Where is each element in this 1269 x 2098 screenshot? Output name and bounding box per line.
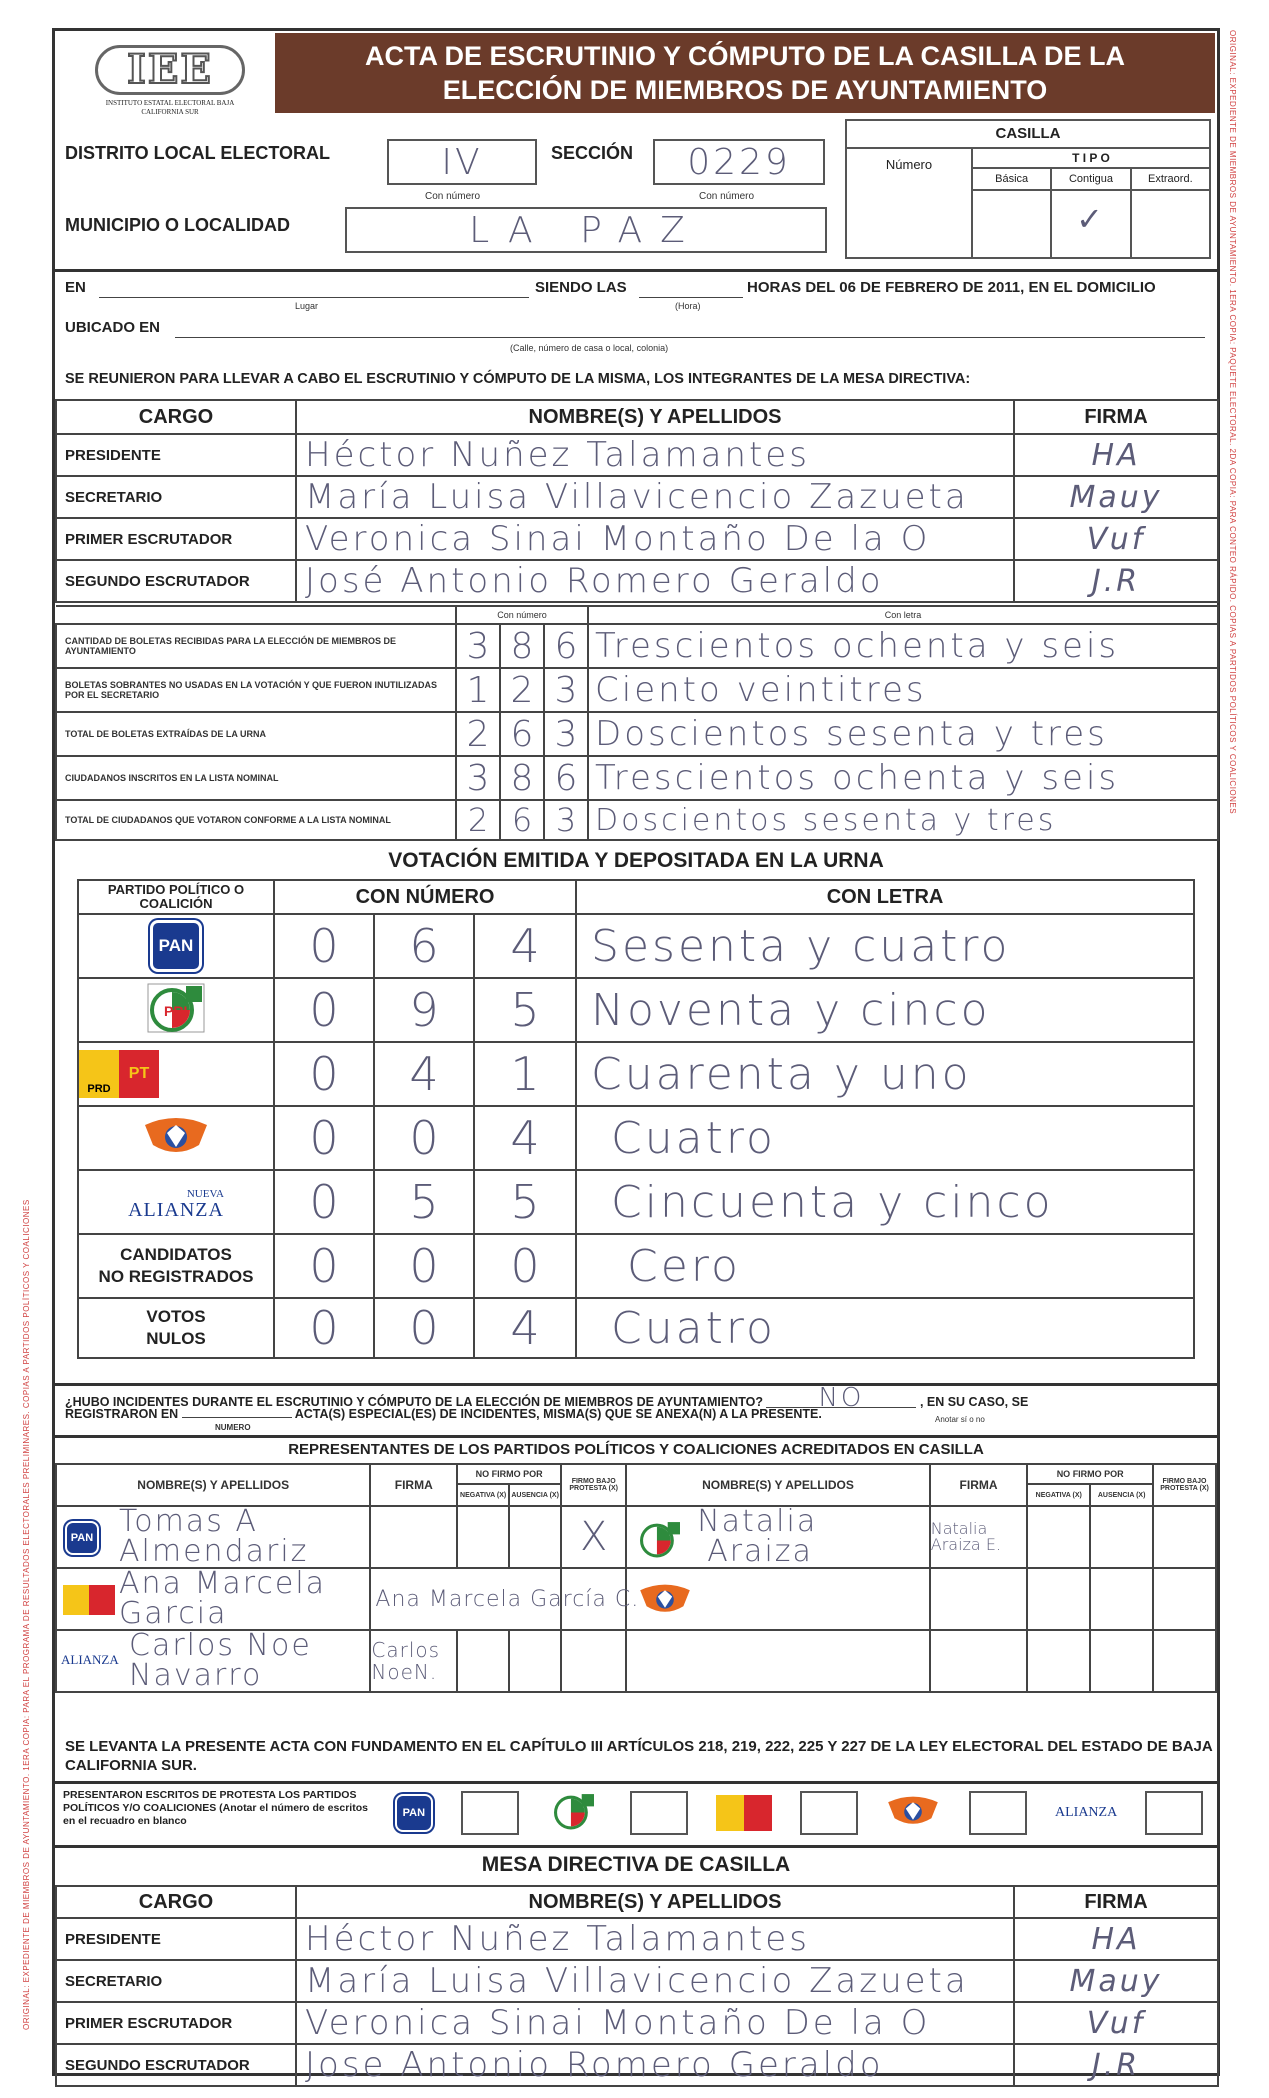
boletas-digit[interactable]: 3 (456, 756, 500, 800)
party-cell-nueva-alianza (78, 1170, 274, 1234)
mesa-bottom-title: MESA DIRECTIVA DE CASILLA (481, 1853, 791, 1876)
boletas-letra[interactable]: Trescientos ochenta y seis (588, 624, 1218, 668)
rep-left-ausencia-cell[interactable] (509, 1506, 561, 1568)
intro-en: EN (65, 279, 86, 296)
mesa-directiva-top (55, 399, 1217, 603)
vote-letra[interactable]: Cuatro (576, 1106, 1194, 1170)
rep-right-negativa-cell[interactable] (1027, 1568, 1090, 1630)
boletas-label: BOLETAS SOBRANTES NO USADAS EN LA VOTACIÓN Y QUE FUERON INUTILIZADAS POR EL SECRETARIO (56, 668, 456, 712)
mesa-top-cargo: SEGUNDO ESCRUTADOR (56, 560, 296, 602)
votacion-letra-header: CON LETRA (576, 880, 1194, 914)
mesa-top-firma[interactable]: HA (1014, 434, 1218, 476)
title-line-1: ACTA DE ESCRUTINIO Y CÓMPUTO DE LA CASILLA DE LA (364, 41, 1126, 71)
nulos-line-1: VOTOS (146, 1307, 206, 1326)
rep-left-negativa-cell[interactable] (457, 1630, 509, 1692)
ubicado-en: UBICADO EN (65, 319, 161, 336)
domicilio-line[interactable] (175, 337, 1205, 338)
mesa-bottom-nombre[interactable]: María Luisa Villavicencio Zazueta (296, 1960, 1014, 2002)
vote-digit[interactable]: 0 (274, 1106, 374, 1170)
party-cell-convergencia (78, 1106, 274, 1170)
incidentes-tail: , EN SU CASO, SE (919, 1395, 1029, 1409)
municipio-label: MUNICIPIO O LOCALIDAD (65, 215, 290, 235)
pan-logo-icon: PAN (65, 1521, 99, 1555)
acta-sheet (52, 28, 1220, 2085)
rep-right-ausencia: AUSENCIA (X) (1090, 1484, 1153, 1506)
lugar-line[interactable] (99, 297, 529, 298)
prd-pt-logo-icon (63, 1585, 115, 1615)
pri-label: PRI (164, 1002, 188, 1019)
vote-digit[interactable]: 0 (374, 1234, 474, 1298)
casilla-label: CASILLA (847, 121, 1209, 149)
mesa-bottom-cargo: SEGUNDO ESCRUTADOR (56, 2044, 296, 2086)
mesa-top-cargo: PRESIDENTE (56, 434, 296, 476)
mesa-bottom-firma[interactable]: Mauy (1014, 1960, 1218, 2002)
incidentes-question (65, 1383, 1029, 1413)
boletas-label: TOTAL DE BOLETAS EXTRAÍDAS DE LA URNA (56, 712, 456, 756)
tipo-label: T I P O (973, 149, 1209, 169)
escritos-boxes (381, 1783, 1217, 1843)
anotar-hint: Anotar sí o no (935, 1415, 985, 1424)
candidatos-no-registrados-label (78, 1234, 274, 1298)
prd-pt-logo-icon (716, 1795, 772, 1831)
escritos-pri-box[interactable] (630, 1791, 688, 1835)
mesa-bottom-nombre[interactable]: Veronica Sinai Montaño De la O (296, 2002, 1014, 2044)
reunieron-text: SE REUNIERON PARA LLEVAR A CABO EL ESCRUTINIO Y CÓMPUTO DE LA MISMA, LOS INTEGRANTES DE LA MESA DIRECTIVA: (65, 371, 971, 387)
vote-digit[interactable]: 9 (374, 978, 474, 1042)
mesa-top-firma[interactable]: Vuf (1014, 518, 1218, 560)
pan-logo-icon: PAN (395, 1794, 433, 1832)
escritos-convergencia-box[interactable] (969, 1791, 1027, 1835)
rep-left-apellido[interactable]: Navarro (129, 1658, 263, 1693)
vote-letra[interactable]: Cuatro (576, 1298, 1194, 1358)
mesa-top-cargo: PRIMER ESCRUTADOR (56, 518, 296, 560)
mesa-top-firma-header: FIRMA (1014, 400, 1218, 434)
rep-right-row (626, 1506, 930, 1568)
representantes-table (55, 1463, 1217, 1693)
votacion-num-header: CON NÚMERO (274, 880, 576, 914)
fundamento-text: SE LEVANTA LA PRESENTE ACTA CON FUNDAMENTO EN EL CAPÍTULO III ARTÍCULOS 218, 219, 222, 225 Y 227 DE LA LEY ELECTORAL DEL ESTADO DE BAJA CALIFORNIA SUR. (65, 1738, 1213, 1774)
tipo-basica: Básica (973, 169, 1052, 189)
vote-digit[interactable]: 0 (274, 914, 374, 978)
side-note-right: ORIGINAL: EXPEDIENTE DE MIEMBROS DE AYUNTAMIENTO. 1ERA COPIA: PAQUETE ELECTORAL. 2DA COPIA: PARA CONTEO RÁPIDO. COPIAS A PARTIDOS POLÍTICOS Y COALICIONES (1228, 30, 1237, 815)
check-basica[interactable] (973, 191, 1052, 257)
rep-right-apellido[interactable]: Araiza (707, 1534, 813, 1569)
iee-logo (95, 45, 275, 125)
mesa-top-cargo: SECRETARIO (56, 476, 296, 518)
rep-right-row (626, 1630, 930, 1692)
rep-left-ausencia-cell[interactable] (509, 1630, 561, 1692)
pri-logo-icon (635, 1519, 685, 1564)
hora-hint: (Hora) (675, 301, 701, 311)
boletas-letra[interactable]: Doscientos sesenta y tres (588, 712, 1218, 756)
boletas-digit[interactable]: 2 (456, 712, 500, 756)
rep-right-firma-cell[interactable] (930, 1630, 1028, 1692)
rep-left-apellido[interactable]: Almendariz (119, 1534, 309, 1569)
boletas-digit[interactable]: 6 (500, 800, 544, 840)
rep-right-ausencia-cell[interactable] (1090, 1506, 1153, 1568)
boletas-digit[interactable]: 1 (456, 668, 500, 712)
boletas-digit[interactable]: 8 (500, 624, 544, 668)
title-line-2: ELECCIÓN DE MIEMBROS DE AYUNTAMIENTO (442, 75, 1048, 105)
vote-letra[interactable]: Sesenta y cuatro (576, 914, 1194, 978)
rep-left-protesta-header: FIRMO BAJO PROTESTA (X) (561, 1464, 626, 1506)
votacion-title: VOTACIÓN EMITIDA Y DEPOSITADA EN LA URNA (388, 849, 884, 872)
rep-left-firma[interactable]: Carlos NoeN. (370, 1630, 457, 1692)
rep-left-nofirmo: NO FIRMO POR (457, 1464, 561, 1484)
prd-logo-icon: PRD (79, 1050, 119, 1098)
candidatos-line-1: CANDIDATOS (120, 1245, 232, 1264)
rep-left-nombre-header: NOMBRE(S) Y APELLIDOS (56, 1464, 370, 1506)
boletas-letra[interactable]: Doscientos sesenta y tres (588, 800, 1218, 840)
mesa-bottom-firma-header: FIRMA (1014, 1886, 1218, 1918)
rep-right-nofirmo: NO FIRMO POR (1027, 1464, 1153, 1484)
boletas-label: TOTAL DE CIUDADANOS QUE VOTARON CONFORME A LA LISTA NOMINAL (56, 800, 456, 840)
casilla-box (845, 119, 1211, 259)
nulos-line-2: NULOS (146, 1329, 206, 1348)
party-cell-pan (78, 914, 274, 978)
vote-digit[interactable]: 1 (474, 1042, 576, 1106)
rep-left-firma[interactable] (370, 1506, 457, 1568)
boletas-digit[interactable]: 8 (500, 756, 544, 800)
boletas-digit[interactable]: 2 (456, 800, 500, 840)
rep-left-negativa: NEGATIVA (X) (457, 1484, 509, 1506)
rep-left-nombre[interactable]: Carlos Noe (129, 1628, 312, 1663)
domicilio-hint: (Calle, número de casa o local, colonia) (510, 343, 669, 353)
siendo-las: SIENDO LAS (535, 279, 627, 296)
incidentes-acta-text: ACTA(S) ESPECIAL(ES) DE INCIDENTES, MISMA(S) QUE SE ANEXA(N) A LA PRESENTE. (294, 1407, 822, 1421)
boletas-letra-header: Con letra (588, 606, 1218, 624)
seccion-label: SECCIÓN (551, 143, 634, 163)
check-extraord[interactable] (1132, 191, 1209, 257)
mesa-directiva-bottom (55, 1885, 1217, 2087)
pan-logo-icon: PAN (150, 920, 202, 972)
rep-right-firma-cell[interactable] (930, 1568, 1028, 1630)
mesa-bottom-cargo: PRESIDENTE (56, 1918, 296, 1960)
vote-letra[interactable]: Cero (576, 1234, 1194, 1298)
mesa-bottom-firma[interactable]: Vuf (1014, 2002, 1218, 2044)
boletas-digit[interactable]: 3 (544, 668, 588, 712)
mesa-top-nombre-header: NOMBRE(S) Y APELLIDOS (296, 400, 1014, 434)
mesa-bottom-cargo: SECRETARIO (56, 1960, 296, 2002)
mesa-bottom-cargo-header: CARGO (56, 1886, 296, 1918)
mesa-top-nombre[interactable]: José Antonio Romero Geraldo (296, 560, 1014, 602)
convergencia-logo-icon (885, 1791, 941, 1836)
rep-left-negativa-cell[interactable] (457, 1506, 509, 1568)
mesa-top-nombre[interactable]: María Luisa Villavicencio Zazueta (296, 476, 1014, 518)
mesa-top-nombre[interactable]: Héctor Nuñez Talamantes (296, 434, 1014, 476)
escritos-text: PRESENTARON ESCRITOS DE PROTESTA LOS PARTIDOS POLÍTICOS Y/O COALICIONES (Anotar el número de escritos en el recuadro en blanco (63, 1789, 368, 1827)
vote-digit[interactable]: 0 (374, 1298, 474, 1358)
vote-digit[interactable]: 4 (474, 1298, 576, 1358)
vote-digit[interactable]: 0 (274, 1042, 374, 1106)
mesa-bottom-firma[interactable]: HA (1014, 1918, 1218, 1960)
incidentes-numero-field[interactable] (182, 1417, 292, 1418)
title-banner (275, 33, 1215, 113)
tipo-contigua: Contigua (1052, 169, 1131, 189)
rep-left-row (56, 1630, 370, 1692)
vote-digit[interactable]: 5 (474, 978, 576, 1042)
mesa-bottom-nombre[interactable]: Jose Antonio Romero Geraldo (296, 2044, 1014, 2086)
logo-mark: IEE (95, 45, 245, 95)
convergencia-logo-icon (141, 1111, 211, 1161)
incidentes-line-2 (65, 1407, 822, 1421)
prd-pt-logo-icon (79, 1050, 159, 1098)
municipio-field[interactable]: LA PAZ (345, 207, 827, 253)
convergencia-logo-icon (637, 1579, 693, 1624)
distrito-hint: Con número (425, 191, 481, 202)
boletas-digit[interactable]: 3 (544, 800, 588, 840)
boletas-digit[interactable]: 6 (544, 756, 588, 800)
rep-right-negativa-cell[interactable] (1027, 1630, 1090, 1692)
na-line-1: NUEVA (186, 1188, 224, 1200)
incidentes-text: ¿HUBO INCIDENTES DURANTE EL ESCRUTINIO Y CÓMPUTO DE LA ELECCIÓN DE MIEMBROS DE AYUNTAMIENTO? (65, 1395, 763, 1409)
registraron-en: REGISTRARON EN (65, 1407, 179, 1421)
vote-digit[interactable]: 0 (374, 1106, 474, 1170)
partido-header: PARTIDO POLÍTICO O COALICIÓN (78, 880, 274, 914)
mesa-bottom-firma[interactable]: J.R (1014, 2044, 1218, 2086)
rep-right-protesta-header: FIRMO BAJO PROTESTA (X) (1153, 1464, 1216, 1506)
vote-digit[interactable]: 0 (474, 1234, 576, 1298)
seccion-hint: Con número (699, 191, 755, 202)
rep-right-protesta-cell[interactable] (1153, 1568, 1216, 1630)
logo-subtitle: INSTITUTO ESTATAL ELECTORAL BAJA CALIFORNIA SUR (105, 99, 235, 116)
rep-left-protesta[interactable]: X (561, 1506, 626, 1568)
mesa-top-nombre[interactable]: Veronica Sinai Montaño De la O (296, 518, 1014, 560)
rep-right-row (626, 1568, 930, 1630)
boletas-letra[interactable]: Trescientos ochenta y seis (588, 756, 1218, 800)
vote-letra[interactable]: Cuarenta y uno (576, 1042, 1194, 1106)
numero-hint: NUMERO (215, 1423, 251, 1432)
vote-letra[interactable]: Noventa y cinco (576, 978, 1194, 1042)
candidatos-line-2: NO REGISTRADOS (98, 1267, 254, 1286)
boletas-digit[interactable]: 3 (456, 624, 500, 668)
rep-left-ausencia: AUSENCIA (X) (509, 1484, 561, 1506)
boletas-label: CIUDADANOS INSCRITOS EN LA LISTA NOMINAL (56, 756, 456, 800)
seccion-field[interactable]: 0229 (653, 139, 825, 185)
vote-digit[interactable]: 0 (274, 978, 374, 1042)
rep-right-nombre-header: NOMBRE(S) Y APELLIDOS (626, 1464, 930, 1506)
rep-left-row (56, 1568, 370, 1630)
rep-left-firma[interactable]: Ana Marcela García C. (370, 1568, 561, 1630)
vote-digit[interactable]: 0 (274, 1234, 374, 1298)
vote-digit[interactable]: 0 (274, 1170, 374, 1234)
lugar-hint: Lugar (295, 301, 319, 311)
rep-right-protesta-cell[interactable] (1153, 1630, 1216, 1692)
escritos-prd-pt-box[interactable] (800, 1791, 858, 1835)
rep-left-apellido[interactable]: Garcia (119, 1596, 228, 1631)
boletas-label: CANTIDAD DE BOLETAS RECIBIDAS PARA LA ELECCIÓN DE MIEMBROS DE AYUNTAMIENTO (56, 624, 456, 668)
mesa-top-firma[interactable]: Mauy (1014, 476, 1218, 518)
side-note-left: ORIGINAL: EXPEDIENTE DE MIEMBROS DE AYUNTAMIENTO. 1ERA COPIA: PARA EL PROGRAMA DE RESULTADOS ELECTORALES PRELIMINARES. COPIAS A PARTIDOS POLÍTICOS Y COALICIONES (22, 1199, 31, 2030)
boletas-num-header: Con número (456, 606, 588, 624)
votacion-table (77, 879, 1193, 1359)
rep-left-protesta-cell[interactable] (561, 1630, 626, 1692)
party-cell-pri (78, 978, 274, 1042)
mesa-top-cargo-header: CARGO (56, 400, 296, 434)
horas-del: HORAS DEL 06 DE FEBRERO DE 2011, EN EL DOMICILIO (747, 279, 1156, 296)
escritos-na-box[interactable] (1145, 1791, 1203, 1835)
nueva-alianza-logo-icon (128, 1189, 224, 1220)
pri-logo-icon (546, 1791, 602, 1836)
vote-digit[interactable]: 4 (474, 1106, 576, 1170)
mesa-bottom-cargo: PRIMER ESCRUTADOR (56, 2002, 296, 2044)
distrito-label: DISTRITO LOCAL ELECTORAL (65, 143, 331, 163)
boletas-table (55, 605, 1217, 841)
pt-logo-icon: PT (119, 1050, 159, 1098)
boletas-digit[interactable]: 3 (544, 712, 588, 756)
tipo-extraord: Extraord. (1148, 173, 1193, 185)
escritos-pan-box[interactable] (461, 1791, 519, 1835)
nueva-alianza-logo-icon: ALIANZA (61, 1652, 119, 1667)
vote-digit[interactable]: 5 (474, 1170, 576, 1234)
casilla-numero-label: Número (847, 149, 973, 257)
rep-left-nombre[interactable]: Tomas A (119, 1504, 258, 1539)
rep-right-nombre[interactable]: Natalia (697, 1504, 818, 1539)
rep-right-firma-header: FIRMA (930, 1464, 1028, 1506)
distrito-field[interactable]: IV (387, 139, 537, 185)
rep-right-protesta-cell[interactable] (1153, 1506, 1216, 1568)
vote-letra[interactable]: Cincuenta y cinco (576, 1170, 1194, 1234)
boletas-letra[interactable]: Ciento veintitres (588, 668, 1218, 712)
rep-right-firma[interactable]: Natalia Araiza E. (930, 1506, 1028, 1568)
incidentes-answer[interactable]: NO (766, 1389, 916, 1408)
boletas-digit[interactable]: 6 (544, 624, 588, 668)
rep-right-ausencia-cell[interactable] (1090, 1630, 1153, 1692)
boletas-digit[interactable]: 6 (500, 712, 544, 756)
rep-right-negativa: NEGATIVA (X) (1027, 1484, 1090, 1506)
mesa-bottom-nombre-header: NOMBRE(S) Y APELLIDOS (296, 1886, 1014, 1918)
vote-digit[interactable]: 5 (374, 1170, 474, 1234)
mesa-bottom-nombre[interactable]: Héctor Nuñez Talamantes (296, 1918, 1014, 1960)
nueva-alianza-logo-icon: ALIANZA (1055, 1805, 1118, 1820)
vote-digit[interactable]: 4 (474, 914, 576, 978)
rep-left-firma-header: FIRMA (370, 1464, 457, 1506)
party-cell-prd-pt (78, 1042, 274, 1106)
rep-right-negativa-cell[interactable] (1027, 1506, 1090, 1568)
mesa-top-firma[interactable]: J.R (1014, 560, 1218, 602)
pri-logo-icon (146, 982, 206, 1034)
vote-digit[interactable]: 6 (374, 914, 474, 978)
vote-digit[interactable]: 4 (374, 1042, 474, 1106)
boletas-digit[interactable]: 2 (500, 668, 544, 712)
rep-right-ausencia-cell[interactable] (1090, 1568, 1153, 1630)
rep-left-row (56, 1506, 370, 1568)
vote-digit[interactable]: 0 (274, 1298, 374, 1358)
na-line-2: ALIANZA (128, 1199, 224, 1221)
representantes-title: REPRESENTANTES DE LOS PARTIDOS POLÍTICOS Y COALICIONES ACREDITADOS EN CASILLA (288, 1441, 984, 1458)
check-contigua[interactable]: ✓ (1052, 191, 1131, 257)
votos-nulos-label (78, 1298, 274, 1358)
rep-left-nombre[interactable]: Ana Marcela (119, 1566, 327, 1601)
hora-line[interactable] (639, 297, 743, 298)
